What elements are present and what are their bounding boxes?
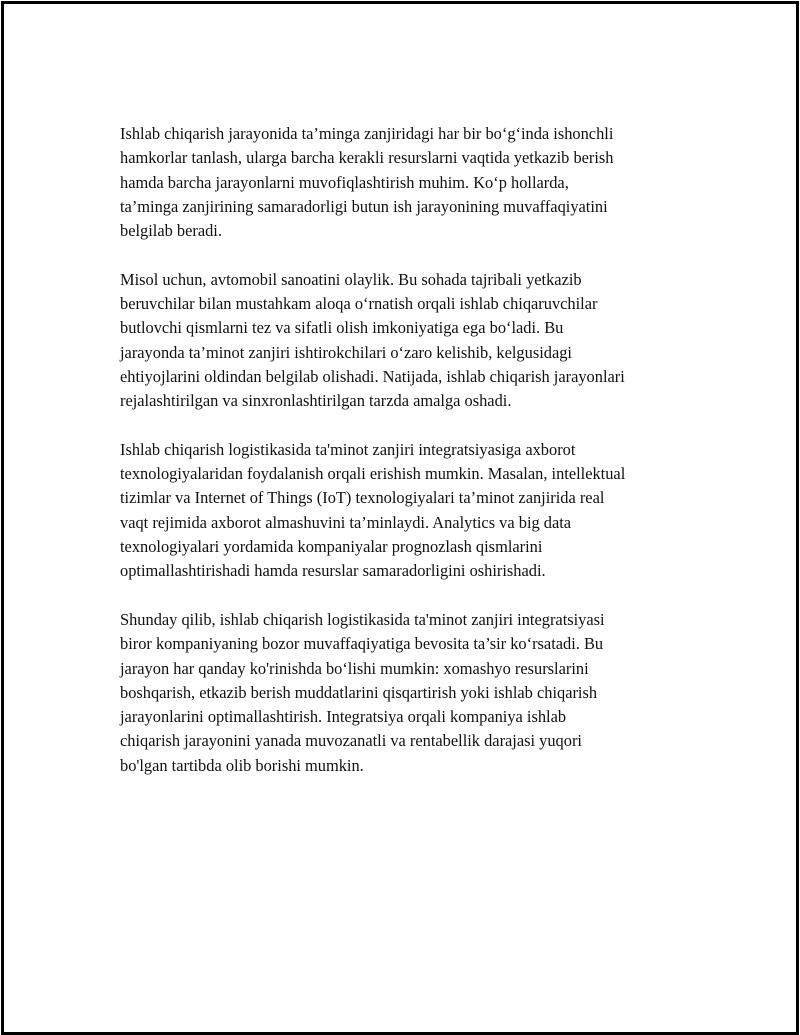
paragraph-1: Ishlab chiqarish jarayonida ta’minga zanjiridagi har bir bo‘g‘inda ishonchli hamkorlar tanlash, ularga barcha kerakli resurslarni vaqtida yetkazib berish hamda barcha jarayonlarni muvofiqlashtirish muhim. Ko‘p hollarda, ta’minga zanjirining samaradorligi butun ish jarayonining muvaffaqiyatini belgilab beradi. (120, 124, 614, 241)
paragraph-3: Ishlab chiqarish logistikasida ta'minot zanjiri integratsiyasiga axborot texnologiyalaridan foydalanish orqali erishish mumkin. Masalan, intellektual tizimlar va Internet of Things (IoT) texnologiyalari ta’minot zanjirida real vaqt rejimida axborot almashuvini ta’minlaydi. Analytics va big data texnologiyalari yordamida kompaniyalar prognozlash qismlarini optimallashtirishadi hamda resurslar samaradorligini oshirishadi. (120, 439, 626, 581)
document-body (120, 122, 700, 802)
page-frame (1, 1, 799, 1035)
paragraph-2: Misol uchun, avtomobil sanoatini olaylik. Bu sohada tajribali yetkazib beruvchilar bilan mustahkam aloqa o‘rnatish orqali ishlab chiqaruvchilar butlovchi qismlarni tez va sifatli olish imkoniyatiga ega bo‘ladi. Bu jarayonda ta’minot zanjiri ishtirokchilari o‘zaro kelishib, kelgusidagi ehtiyojlarini oldindan belgilab olishadi. Natijada, ishlab chiqarish jarayonlari rejalashtirilgan va sinxronlashtirilgan tarzda amalga oshadi. (120, 269, 625, 411)
paragraph-4: Shunday qilib, ishlab chiqarish logistikasida ta'minot zanjiri integratsiyasi biror kompaniyaning bozor muvaffaqiyatiga bevosita ta’sir ko‘rsatadi. Bu jarayon har qanday ko'rinishda bo‘lishi mumkin: xomashyo resurslarini boshqarish, etkazib berish muddatlarini qisqartirish yoki ishlab chiqarish jarayonlarini optimallashtirish. Integratsiya orqali kompaniya ishlab chiqarish jarayonini yanada muvozanatli va rentabellik darajasi yuqori bo'lgan tartibda olib borishi mumkin. (120, 609, 605, 775)
